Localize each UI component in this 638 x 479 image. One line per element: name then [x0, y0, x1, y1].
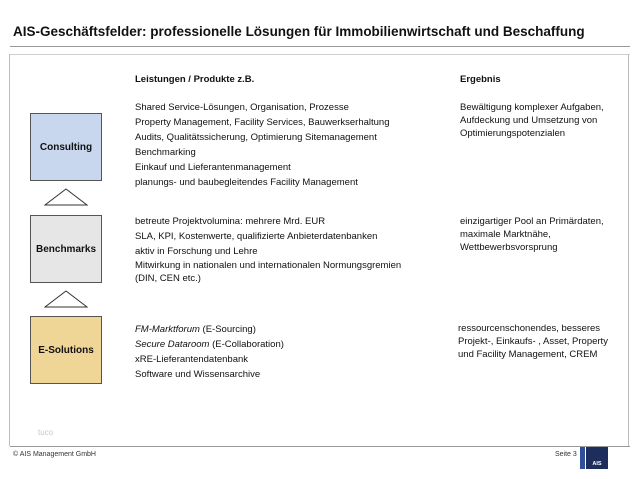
products-column-header: Leistungen / Produkte z.B.: [135, 74, 255, 85]
product-line: Mitwirkung in nationalen und internationalen Normungsgremien: [135, 260, 402, 271]
product-line: [135, 353, 284, 366]
product-name: Secure Dataroom: [135, 339, 210, 350]
page-number: Seite 3: [555, 451, 577, 458]
up-triangle-icon: [44, 290, 88, 308]
logo-text: AIS: [592, 461, 602, 467]
product-line: Einkauf und Lieferantenmanagement: [135, 162, 291, 173]
consulting-products: [135, 101, 390, 189]
watermark-text: tuco: [38, 428, 54, 437]
e-solutions-label: E-Solutions: [38, 344, 94, 356]
result-line: Bewältigung komplexer Aufgaben,: [460, 102, 604, 113]
benchmarks-box: [30, 215, 102, 283]
content-left-border: [9, 54, 10, 446]
product-note: xRE-Lieferantendatenbank: [135, 354, 249, 365]
e-solutions-results: [458, 322, 608, 361]
result-column-header: Ergebnis: [460, 74, 501, 85]
product-line: (DIN, CEN etc.): [135, 273, 201, 284]
product-line: [135, 338, 284, 351]
product-line: SLA, KPI, Kostenwerte, qualifizierte Anbieterdatenbanken: [135, 231, 378, 242]
product-line: Shared Service-Lösungen, Organisation, Prozesse: [135, 102, 349, 113]
result-line: maximale Marktnähe,: [460, 229, 551, 240]
product-line: planungs- und baubegleitendes Facility Management: [135, 177, 358, 188]
product-note: Software und Wissensarchive: [135, 369, 261, 380]
e-solutions-products: [135, 323, 284, 381]
copyright-text: © AIS Management GmbH: [13, 451, 96, 458]
benchmarks-label: Benchmarks: [35, 243, 97, 255]
result-line: Wettbewerbsvorsprung: [460, 242, 558, 253]
logo-stripe: [580, 447, 585, 469]
footer-divider: [10, 446, 630, 447]
page-title: AIS-Geschäftsfelder: professionelle Lösungen für Immobilienwirtschaft und Beschaffung: [13, 24, 585, 39]
content-top-border: [10, 54, 630, 55]
benchmarks-products: [135, 215, 401, 285]
consulting-results: [460, 101, 604, 140]
benchmarks-results: [460, 215, 604, 254]
product-line: [135, 368, 284, 381]
ais-logo: [586, 447, 608, 469]
result-line: Projekt-, Einkaufs- , Asset, Property: [458, 336, 608, 347]
product-line: Benchmarking: [135, 147, 196, 158]
result-line: einzigartiger Pool an Primärdaten,: [460, 216, 604, 227]
consulting-label: Consulting: [39, 141, 93, 153]
product-line: Audits, Qualitätssicherung, Optimierung Sitemanagement: [135, 132, 377, 143]
product-line: aktiv in Forschung und Lehre: [135, 246, 258, 257]
result-line: Optimierungspotenzialen: [460, 128, 566, 139]
product-line: betreute Projektvolumina: mehrere Mrd. EUR: [135, 216, 326, 227]
result-line: und Facility Management, CREM: [458, 349, 598, 360]
product-line: Property Management, Facility Services, Bauwerkserhaltung: [135, 117, 390, 128]
result-line: ressourcenschonendes, besseres: [458, 323, 601, 334]
product-line: [135, 323, 284, 336]
result-line: Aufdeckung und Umsetzung von: [460, 115, 598, 126]
header-divider: [10, 46, 630, 47]
product-name: FM-Marktforum: [135, 324, 200, 335]
e-solutions-box: [30, 316, 102, 384]
up-triangle-icon: [44, 188, 88, 206]
product-note: (E-Sourcing): [199, 324, 256, 335]
product-note: (E-Collaboration): [209, 339, 284, 350]
content-right-border: [628, 54, 629, 446]
consulting-box: [30, 113, 102, 181]
